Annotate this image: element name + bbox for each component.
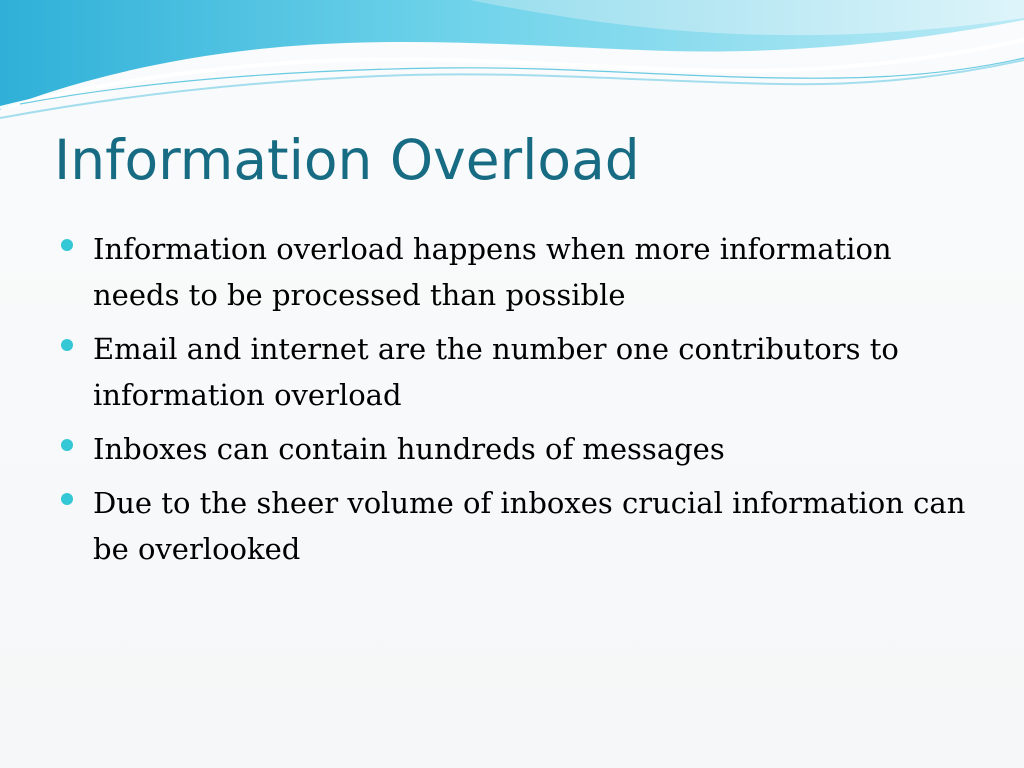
bullet-list xyxy=(60,226,980,580)
bullet-item xyxy=(60,326,980,418)
bullet-dot-icon xyxy=(61,493,73,505)
bullet-dot-icon xyxy=(61,239,73,251)
bullet-item xyxy=(60,226,980,318)
bullet-text: Inboxes can contain hundreds of messages xyxy=(93,432,725,466)
bullet-text: Email and internet are the number one contributors to information overload xyxy=(93,332,899,412)
bullet-text: Due to the sheer volume of inboxes crucial information can be overlooked xyxy=(93,486,966,566)
bullet-item xyxy=(60,480,980,572)
wave-header-decoration xyxy=(0,0,1024,130)
bullet-dot-icon xyxy=(61,339,73,351)
bullet-text: Information overload happens when more information needs to be processed than possible xyxy=(93,232,892,312)
bullet-dot-icon xyxy=(61,439,73,451)
slide-title: Information Overload xyxy=(54,128,640,192)
bullet-item xyxy=(60,426,980,472)
